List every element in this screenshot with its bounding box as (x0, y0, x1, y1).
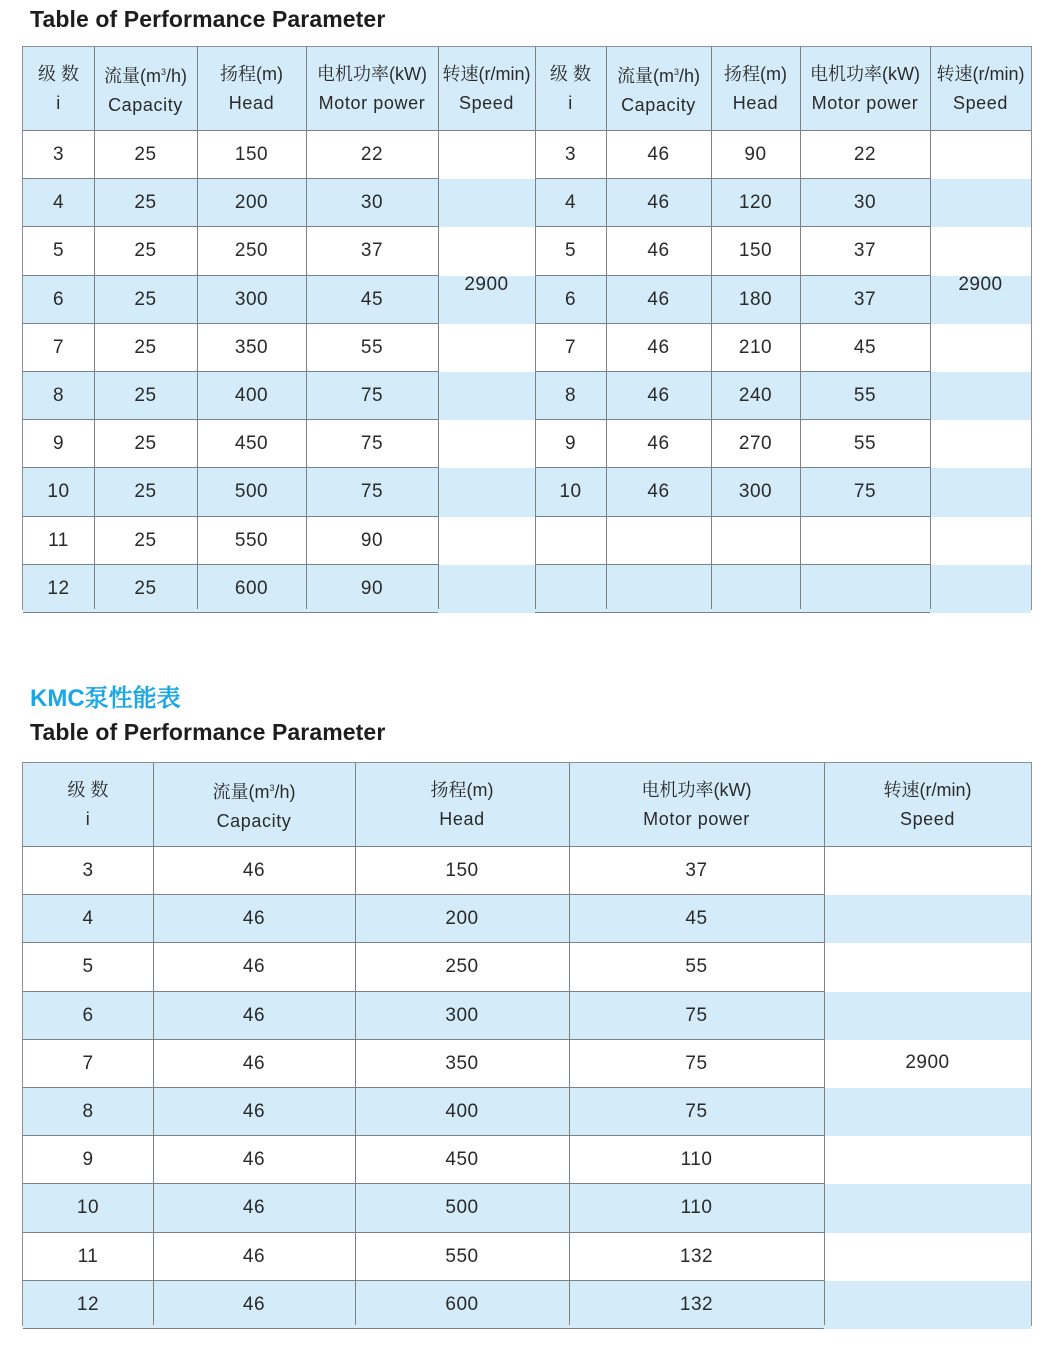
table-cell-head: 350 (234, 336, 269, 358)
table-cell-motor-power: 90 (360, 529, 384, 551)
kmc-performance-table (22, 762, 1032, 1326)
header-speed-cn-label: 转速(r/min) (936, 64, 1025, 84)
table-cell-stage: 6 (82, 1004, 94, 1026)
table-cell-head: 500 (234, 481, 269, 503)
table-cell-motor-power: 75 (685, 1052, 708, 1074)
table-cell-head: 270 (738, 433, 773, 455)
table-cell-motor-power: 45 (360, 288, 384, 310)
table-cell-motor-power: 55 (685, 956, 708, 978)
row-divider (23, 1328, 824, 1329)
table-cell-stage: 10 (559, 481, 582, 503)
header-motor-power-en-label: Motor power (643, 809, 750, 829)
table-cell-head: 150 (445, 860, 479, 882)
table-cell-motor-power: 30 (360, 192, 384, 214)
table-cell-capacity: 46 (242, 1197, 266, 1219)
table1-title: Table of Performance Parameter (30, 6, 386, 32)
row-divider (23, 226, 438, 227)
unit-text: 流量(m (616, 66, 674, 86)
row-divider (23, 942, 824, 943)
table-cell-stage: 10 (47, 481, 70, 503)
header-stage (23, 47, 94, 131)
row-divider (23, 467, 438, 468)
table-cell-capacity: 25 (134, 577, 157, 599)
unit-text: /h) (274, 782, 296, 802)
row-divider (535, 516, 930, 517)
table-cell-stage: 11 (77, 1245, 99, 1267)
table-cell-stage: 4 (52, 192, 65, 214)
table-cell-stage: 11 (48, 529, 69, 551)
table-cell-motor-power: 75 (685, 1004, 708, 1026)
header-speed-en-label: Speed (899, 809, 956, 829)
table-cell-head: 300 (234, 288, 269, 310)
row-divider (23, 419, 438, 420)
table-cell-motor-power: 75 (685, 1101, 708, 1123)
table-cell-capacity: 46 (242, 956, 266, 978)
table-cell-capacity: 25 (134, 336, 157, 358)
header-motor-power-en-label: Motor power (318, 93, 426, 113)
table-cell-stage: 3 (564, 144, 577, 166)
table-cell-motor-power: 22 (360, 144, 384, 166)
table-cell-head: 600 (445, 1293, 479, 1315)
table-cell-stage: 3 (82, 860, 94, 882)
unit-text: 流量(m (103, 66, 161, 86)
row-divider (535, 226, 930, 227)
table-cell-head: 180 (738, 288, 773, 310)
column-divider (94, 47, 95, 609)
table-cell-motor-power: 110 (680, 1197, 713, 1219)
unit-superscript: 3 (269, 783, 275, 793)
column-divider (711, 47, 712, 609)
table-cell-capacity: 46 (242, 908, 266, 930)
unit-text: /h) (679, 66, 701, 86)
table-cell-motor-power: 55 (853, 385, 877, 407)
table-cell-motor-power: 37 (360, 240, 384, 262)
header-stage-en-label: i (56, 93, 61, 113)
header-stage-cn-label: 级 数 (549, 64, 591, 84)
table-cell-head: 200 (234, 192, 269, 214)
table-cell-motor-power: 55 (360, 336, 384, 358)
header-speed (438, 47, 535, 131)
table-cell-capacity: 46 (647, 433, 670, 455)
header-capacity-cn-label (617, 58, 700, 90)
table-cell-head: 250 (234, 240, 269, 262)
table-cell-head: 550 (445, 1245, 479, 1267)
row-divider (23, 516, 438, 517)
table-cell-stage: 4 (564, 192, 577, 214)
table-cell-stage (535, 517, 606, 565)
table-cell-head: 150 (738, 240, 773, 262)
table-cell-stage: 6 (52, 288, 65, 310)
table-cell-stage: 9 (564, 433, 577, 455)
row-divider (23, 1135, 824, 1136)
table-cell-stage: 7 (564, 336, 577, 358)
table-cell-motor-power: 75 (853, 481, 877, 503)
column-divider (824, 763, 825, 1325)
table-cell-motor-power (800, 565, 930, 613)
row-divider (535, 275, 930, 276)
row-divider (23, 564, 438, 565)
header-capacity-cn-label (104, 58, 187, 90)
unit-text: 流量(m (212, 782, 270, 802)
table-cell-stage: 12 (76, 1293, 100, 1315)
table-cell-capacity: 46 (242, 1052, 266, 1074)
header-head-en-label: Head (228, 93, 275, 113)
table-cell-head: 350 (445, 1052, 479, 1074)
table-cell-motor-power: 45 (685, 908, 708, 930)
table-cell-motor-power: 132 (679, 1293, 714, 1315)
row-divider (23, 1039, 824, 1040)
table-cell-motor-power: 37 (853, 288, 877, 310)
row-divider (23, 130, 535, 131)
table-cell-capacity: 25 (134, 433, 157, 455)
table-cell-capacity: 25 (134, 192, 157, 214)
table-cell-capacity: 46 (242, 1149, 266, 1171)
table-cell-stage: 9 (82, 1149, 94, 1171)
table-cell-head: 250 (445, 956, 479, 978)
table-cell-motor-power: 30 (853, 192, 877, 214)
table-cell-motor-power: 75 (360, 481, 384, 503)
table-cell-capacity: 46 (647, 288, 670, 310)
table-cell-stage: 12 (47, 577, 70, 599)
speed-value: 2900 (958, 274, 1003, 295)
performance-table-1 (22, 46, 1032, 610)
row-divider (535, 419, 930, 420)
table-cell-stage: 8 (82, 1101, 94, 1123)
table-cell-head: 550 (234, 529, 269, 551)
table-cell-capacity: 25 (134, 240, 157, 262)
table-cell-capacity: 46 (647, 481, 670, 503)
header-speed (930, 47, 1031, 131)
header-capacity (153, 763, 355, 847)
row-divider (23, 991, 824, 992)
header-stage (535, 47, 606, 131)
unit-superscript: 3 (160, 67, 166, 77)
header-stage-cn-label: 级 数 (37, 64, 79, 84)
table-cell-stage: 7 (52, 336, 65, 358)
table-cell-stage: 7 (82, 1052, 94, 1074)
table-cell-capacity: 46 (242, 1004, 266, 1026)
table2-title: Table of Performance Parameter (30, 719, 386, 745)
speed-value: 2900 (464, 274, 509, 295)
header-speed-cn-label: 转速(r/min) (883, 780, 972, 800)
header-stage-en-label: i (85, 809, 91, 829)
header-motor-power (800, 47, 930, 131)
row-divider (535, 467, 930, 468)
table-cell-stage (535, 565, 606, 613)
header-stage-cn-label: 级 数 (67, 780, 109, 800)
table-cell-motor-power (800, 517, 930, 565)
column-divider (606, 47, 607, 609)
column-divider (197, 47, 198, 609)
header-capacity (94, 47, 197, 131)
table-cell-motor-power: 90 (360, 577, 384, 599)
table-cell-capacity (606, 517, 711, 565)
table-cell-head: 300 (445, 1004, 479, 1026)
table-cell-head: 150 (234, 144, 269, 166)
row-divider (23, 1087, 824, 1088)
table-cell-motor-power: 75 (360, 385, 384, 407)
table-cell-head: 300 (738, 481, 773, 503)
table-cell-head: 90 (744, 144, 767, 166)
row-divider (23, 323, 438, 324)
column-divider (930, 47, 931, 609)
header-head-cn-label: 扬程(m) (430, 780, 494, 800)
header-head-en-label: Head (732, 93, 779, 113)
column-divider (535, 47, 536, 609)
header-speed (824, 763, 1031, 847)
kmc-section-title: KMC泵性能表 (30, 685, 181, 712)
table-cell-capacity: 25 (134, 385, 157, 407)
table-cell-head: 200 (445, 908, 479, 930)
table-cell-head: 500 (445, 1197, 479, 1219)
table-cell-stage: 10 (76, 1197, 100, 1219)
table-cell-head: 120 (738, 192, 773, 214)
header-motor-power (569, 763, 824, 847)
row-divider (23, 1232, 824, 1233)
header-motor-power-cn-label: 电机功率(kW) (810, 64, 920, 84)
table-cell-motor-power: 75 (360, 433, 384, 455)
table-header-row (23, 47, 1031, 131)
header-motor-power-cn-label: 电机功率(kW) (641, 780, 752, 800)
header-capacity-en-label: Capacity (621, 95, 696, 115)
row-divider (535, 130, 1031, 131)
table-cell-capacity: 25 (134, 144, 157, 166)
header-capacity-en-label: Capacity (216, 811, 292, 831)
header-motor-power (306, 47, 438, 131)
table-cell-head: 240 (738, 385, 773, 407)
row-divider (23, 371, 438, 372)
table-cell-motor-power: 132 (679, 1245, 714, 1267)
table-cell-head (711, 517, 800, 565)
table-cell-head: 210 (738, 336, 773, 358)
table-cell-capacity: 25 (134, 481, 157, 503)
table-cell-capacity: 46 (242, 1101, 266, 1123)
table-cell-capacity: 46 (647, 240, 670, 262)
table-cell-capacity: 25 (134, 529, 157, 551)
table-cell-motor-power: 37 (685, 860, 708, 882)
table-cell-motor-power: 37 (853, 240, 877, 262)
table-cell-capacity: 25 (134, 288, 157, 310)
column-divider (438, 47, 439, 609)
column-divider (306, 47, 307, 609)
unit-text: /h) (166, 66, 188, 86)
header-stage (23, 763, 153, 847)
table-cell-capacity: 46 (647, 336, 670, 358)
table-cell-motor-power: 110 (680, 1149, 713, 1171)
table-cell-head: 600 (234, 577, 269, 599)
table-cell-capacity: 46 (242, 1245, 266, 1267)
table-cell-stage: 5 (564, 240, 577, 262)
table-cell-capacity: 46 (647, 144, 670, 166)
row-divider (23, 275, 438, 276)
table-cell-capacity: 46 (242, 860, 266, 882)
table-header-row (23, 763, 1031, 847)
unit-superscript: 3 (673, 67, 679, 77)
column-divider (569, 763, 570, 1325)
row-divider (535, 178, 930, 179)
column-divider (355, 763, 356, 1325)
table-cell-head (711, 565, 800, 613)
row-divider (23, 178, 438, 179)
row-divider (535, 323, 930, 324)
row-divider (23, 1280, 824, 1281)
table-cell-head: 400 (234, 385, 269, 407)
header-head-en-label: Head (439, 809, 485, 829)
table-cell-capacity: 46 (647, 385, 670, 407)
header-motor-power-cn-label: 电机功率(kW) (317, 64, 427, 84)
row-divider (535, 371, 930, 372)
table-cell-motor-power: 22 (853, 144, 877, 166)
row-divider (23, 612, 438, 613)
header-capacity (606, 47, 711, 131)
table-cell-motor-power: 45 (853, 336, 877, 358)
table-cell-stage: 4 (82, 908, 94, 930)
header-stage-en-label: i (568, 93, 573, 113)
table-cell-stage: 9 (52, 433, 65, 455)
header-speed-en-label: Speed (952, 93, 1009, 113)
header-head (197, 47, 306, 131)
row-divider (535, 612, 930, 613)
header-motor-power-en-label: Motor power (811, 93, 919, 113)
row-divider (535, 564, 930, 565)
table-cell-capacity: 46 (647, 192, 670, 214)
header-head-cn-label: 扬程(m) (220, 64, 283, 84)
header-head (355, 763, 569, 847)
table-cell-capacity: 46 (242, 1293, 266, 1315)
table-cell-stage: 5 (52, 240, 65, 262)
table-cell-head: 450 (445, 1149, 479, 1171)
header-speed-en-label: Speed (458, 93, 515, 113)
header-speed-cn-label: 转速(r/min) (442, 64, 531, 84)
column-divider (800, 47, 801, 609)
header-head-cn-label: 扬程(m) (724, 64, 787, 84)
table-cell-stage: 5 (82, 956, 94, 978)
table-cell-stage: 8 (564, 385, 577, 407)
table-cell-motor-power: 55 (853, 433, 877, 455)
header-capacity-en-label: Capacity (108, 95, 183, 115)
header-head (711, 47, 800, 131)
table-cell-head: 450 (234, 433, 269, 455)
table-cell-stage: 8 (52, 385, 65, 407)
table-cell-head: 400 (445, 1101, 479, 1123)
row-divider (23, 846, 1031, 847)
row-divider (23, 894, 824, 895)
column-divider (153, 763, 154, 1325)
table-cell-stage: 6 (564, 288, 577, 310)
speed-value: 2900 (905, 1052, 950, 1073)
table-cell-stage: 3 (52, 144, 65, 166)
table-cell-capacity (606, 565, 711, 613)
header-capacity-cn-label (212, 774, 295, 806)
row-divider (23, 1183, 824, 1184)
